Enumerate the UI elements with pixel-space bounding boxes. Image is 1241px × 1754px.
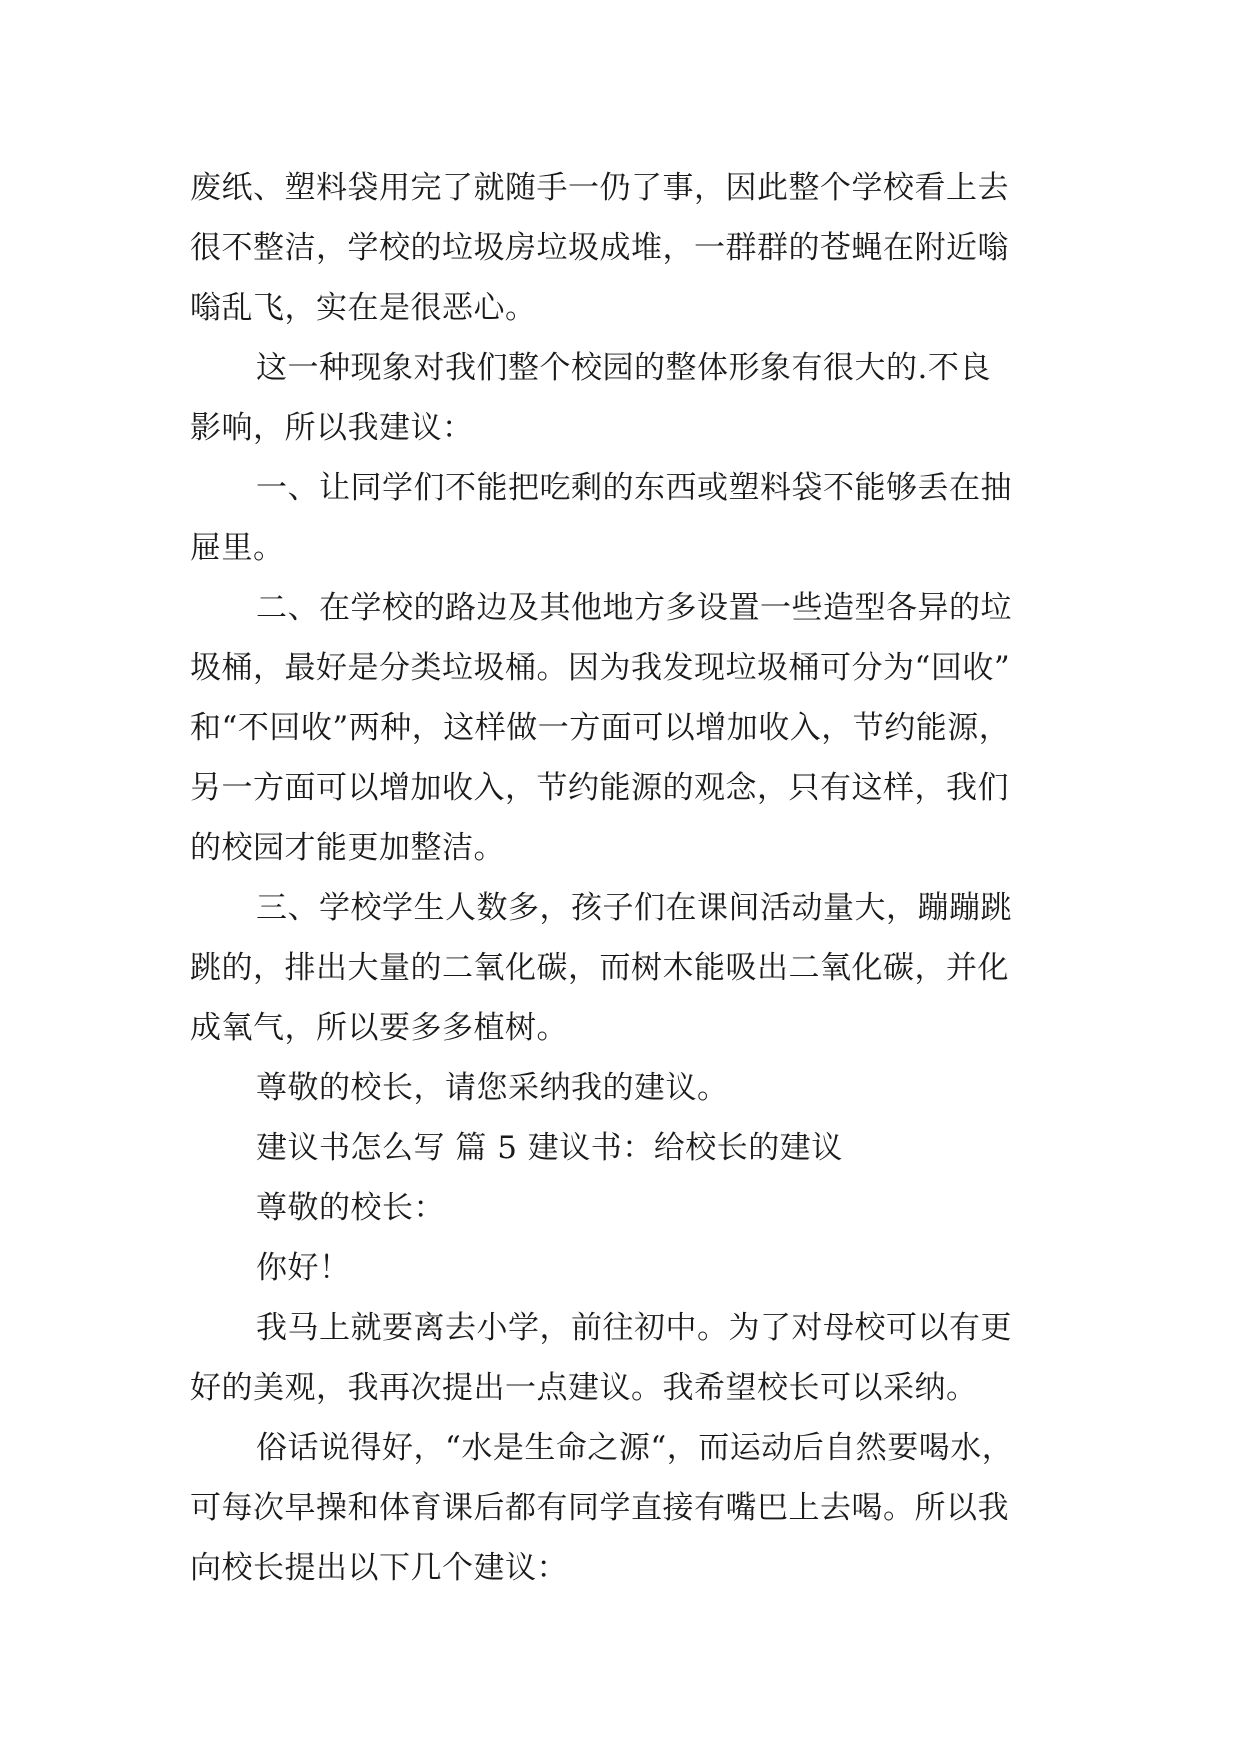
text-line: 另一方面可以增加收入，节约能源的观念，只有这样，我们 — [190, 770, 1009, 806]
text-line: 尊敬的校长，请您采纳我的建议。 — [256, 1070, 729, 1106]
text-line: 圾桶，最好是分类垃圾桶。因为我发现垃圾桶可分为“回收” — [190, 650, 1011, 686]
text-line: 成氧气，所以要多多植树。 — [190, 1010, 568, 1046]
text-line: 建议书怎么写 篇 5 建议书：给校长的建议 — [256, 1130, 843, 1166]
paragraph — [190, 578, 1060, 878]
text-line: 三、学校学生人数多，孩子们在课间活动量大，蹦蹦跳 — [256, 890, 1012, 926]
paragraph — [190, 1298, 1060, 1418]
text-line: 你好！ — [256, 1250, 351, 1286]
paragraph — [190, 1178, 1060, 1238]
text-line: 影响，所以我建议： — [190, 410, 474, 446]
text-line: 二、在学校的路边及其他地方多设置一些造型各异的垃 — [256, 590, 1012, 626]
text-line: 嗡乱飞，实在是很恶心。 — [190, 290, 537, 326]
paragraph — [190, 1118, 1060, 1178]
paragraph — [190, 1058, 1060, 1118]
text-line: 和“不回收”两种，这样做一方面可以增加收入，节约能源， — [190, 710, 1011, 746]
text-line: 屉里。 — [190, 530, 285, 566]
text-line: 可每次早操和体育课后都有同学直接有嘴巴上去喝。所以我 — [190, 1490, 1009, 1526]
document-body — [190, 158, 1060, 1598]
text-line: 一、让同学们不能把吃剩的东西或塑料袋不能够丢在抽 — [256, 470, 1012, 506]
paragraph — [190, 338, 1060, 458]
paragraph — [190, 158, 1060, 338]
text-line: 很不整洁，学校的垃圾房垃圾成堆，一群群的苍蝇在附近嗡 — [190, 230, 1009, 266]
text-line: 向校长提出以下几个建议： — [190, 1550, 568, 1586]
text-line: 这一种现象对我们整个校园的整体形象有很大的.不良 — [256, 350, 991, 386]
text-line: 尊敬的校长： — [256, 1190, 445, 1226]
text-line: 好的美观，我再次提出一点建议。我希望校长可以采纳。 — [190, 1370, 978, 1406]
text-line: 废纸、塑料袋用完了就随手一仍了事，因此整个学校看上去 — [190, 170, 1009, 206]
text-line: 俗话说得好，“水是生命之源“，而运动后自然要喝水， — [256, 1430, 1014, 1466]
paragraph — [190, 1418, 1060, 1598]
paragraph — [190, 1238, 1060, 1298]
paragraph — [190, 878, 1060, 1058]
text-line: 跳的，排出大量的二氧化碳，而树木能吸出二氧化碳，并化 — [190, 950, 1009, 986]
text-line: 的校园才能更加整洁。 — [190, 830, 505, 866]
text-line: 我马上就要离去小学，前往初中。为了对母校可以有更 — [256, 1310, 1012, 1346]
paragraph — [190, 458, 1060, 578]
